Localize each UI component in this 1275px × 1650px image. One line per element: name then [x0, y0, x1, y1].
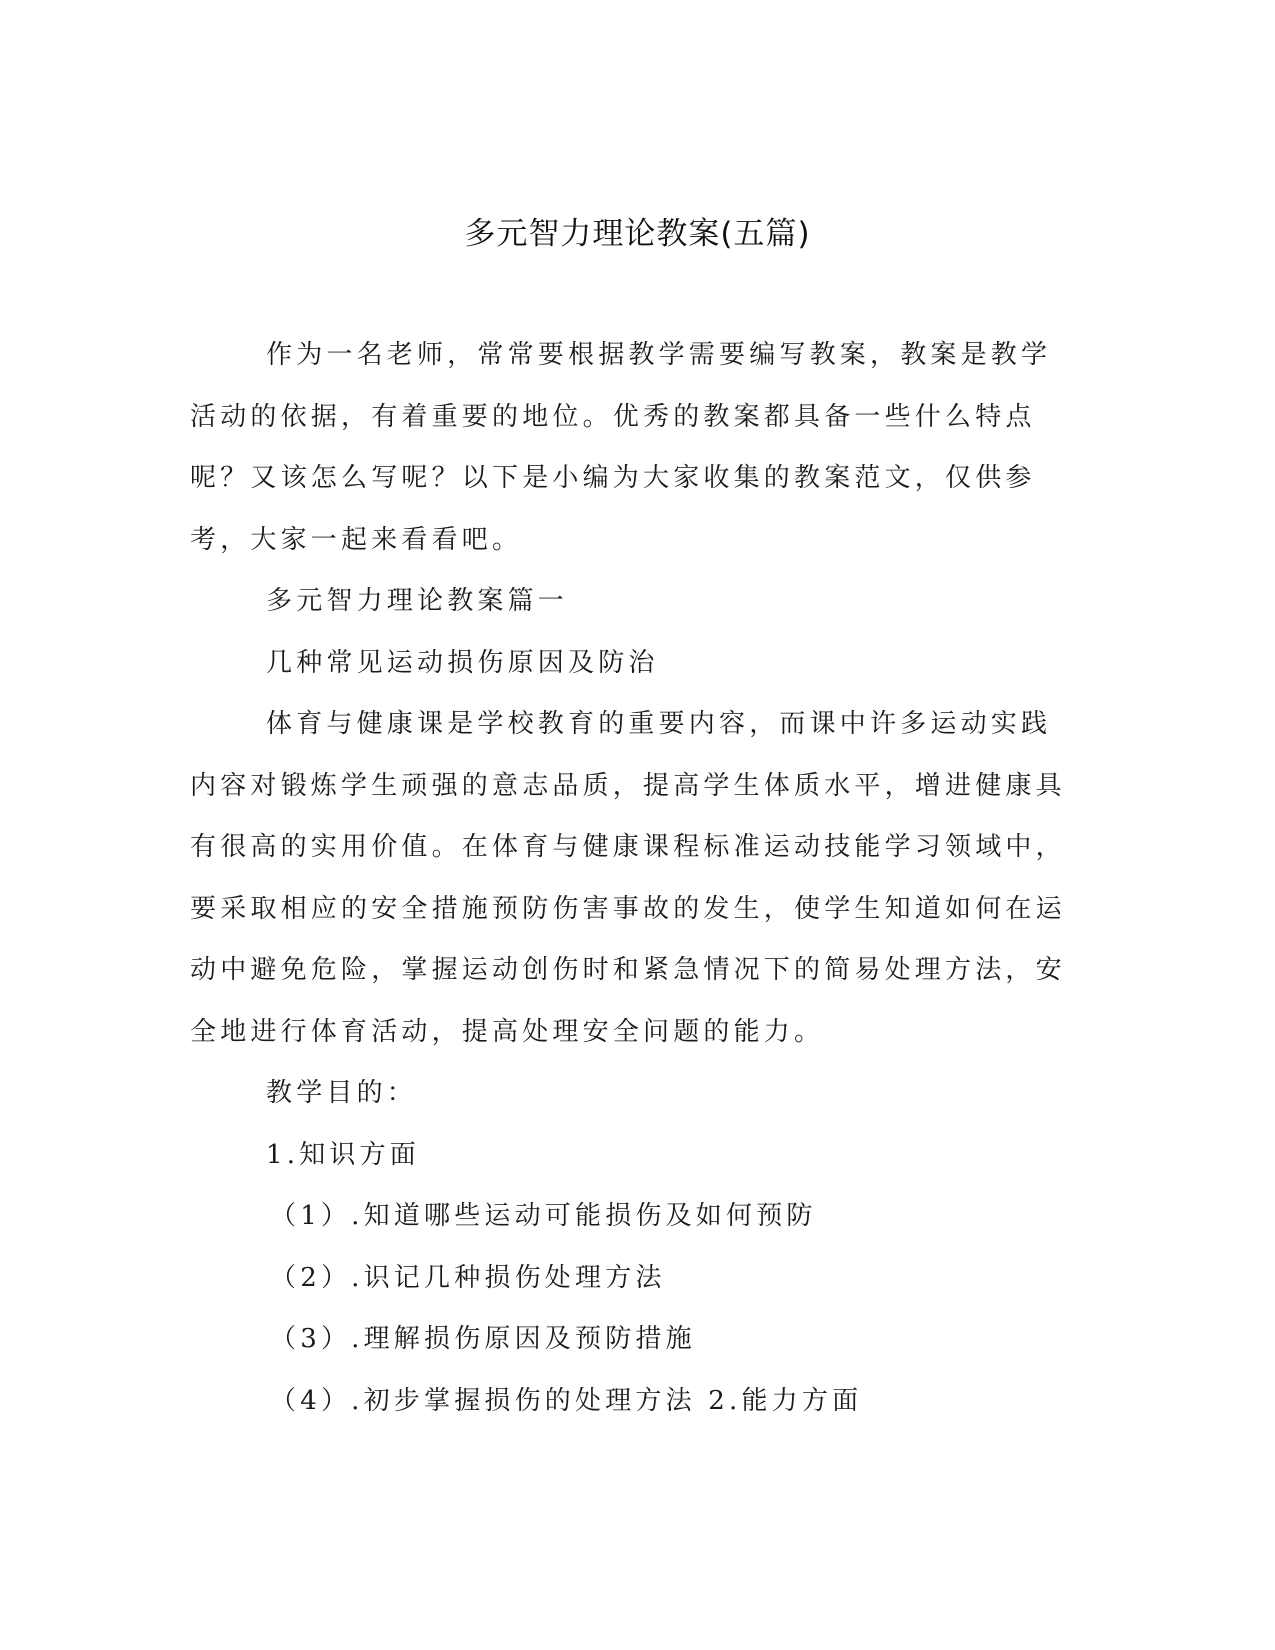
lesson-title: 几种常见运动损伤原因及防治 [266, 647, 659, 678]
list-item: （3）.理解损伤原因及预防措施 [270, 1324, 696, 1354]
knowledge-heading: 1.知识方面 [266, 1139, 421, 1170]
list-item: （4）.初步掌握损伤的处理方法 2.能力方面 [270, 1385, 863, 1416]
lesson-paragraph: 体育与健康课是学校教育的重要内容，而课中许多运动实践内容对锻炼学生顽强的意志品质，提高学生体质水平，增进健康具有很高的实用价值。在体育与健康课程标准运动技能学习领域中，要采取相应的安全措施预防伤害事故的发生，使学生知道如何在运动中避免危险，掌握运动创伤时和紧急情况下的简易处理方法，安全地进行体育活动，提高处理安全问题的能力。 [190, 709, 1066, 1047]
objectives-heading: 教学目的： [266, 1078, 418, 1108]
list-item: （2）.识记几种损伤处理方法 [270, 1262, 666, 1293]
list-item: （1）.知道哪些运动可能损伤及如何预防 [270, 1201, 817, 1231]
document-body [190, 325, 1080, 1432]
document-title: 多元智力理论教案(五篇) [464, 216, 811, 252]
section-heading: 多元智力理论教案篇一 [266, 586, 569, 616]
intro-paragraph: 作为一名老师，常常要根据教学需要编写教案，教案是教学活动的依据，有着重要的地位。优秀的教案都具备一些什么特点呢？又该怎么写呢？以下是小编为大家收集的教案范文，仅供参考，大家一起来看看吧。 [190, 340, 1052, 555]
